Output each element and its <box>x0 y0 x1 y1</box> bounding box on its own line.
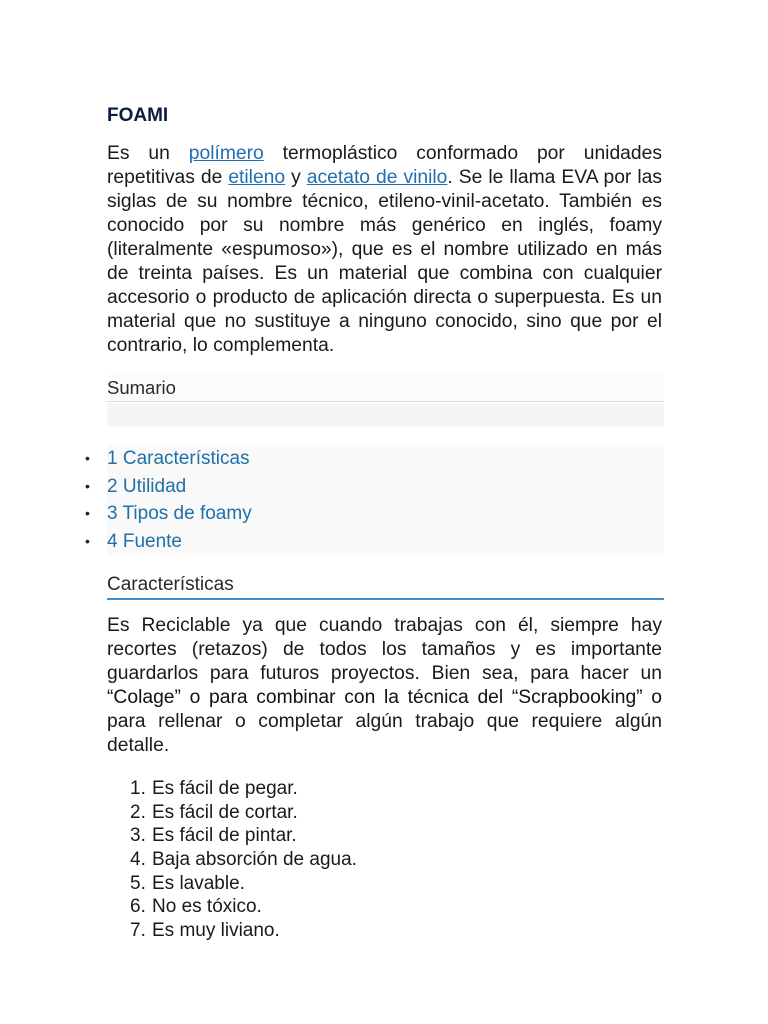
bullet: • <box>85 532 90 549</box>
acetato-de-vinilo-link[interactable]: acetato de vinilo <box>306 167 448 188</box>
list-number: 5. <box>130 872 146 894</box>
toc-item-label[interactable]: 3 Tipos de foamy <box>107 503 252 524</box>
list-item <box>130 872 662 896</box>
list-text: Es fácil de cortar. <box>152 801 298 823</box>
document-page <box>85 104 662 942</box>
section-heading-caracteristicas: Características <box>107 573 664 600</box>
list-text: Es lavable. <box>152 872 245 894</box>
list-number: 4. <box>130 849 146 871</box>
toc-item-label[interactable]: 2 Utilidad <box>107 475 187 497</box>
list-number: 1. <box>130 778 146 800</box>
list-text: Es fácil de pegar. <box>152 778 298 800</box>
toc-item-fuente[interactable] <box>85 528 664 556</box>
list-number: 3. <box>130 825 146 847</box>
toc-spacer <box>107 403 664 427</box>
toc-item-label[interactable]: 1 Características <box>107 448 250 469</box>
intro-text-4: . Se le llama EVA por las siglas de su nombre técnico, etileno-vinil-acetato. También es conocido por su nombre más genérico en inglés, foamy (literalmente «espumoso»), que es el nombre utilizado en más de treinta países. Es un material que combina con cualquier accesorio o producto de aplicación directa o superpuesta. Es un material que no sustituye a ninguno conocido, sino que por el contrario, lo complementa. <box>107 167 662 356</box>
toc-heading: Sumario <box>107 374 664 402</box>
toc-item-label[interactable]: 4 Fuente <box>107 530 182 552</box>
caracteristicas-text-3: para rellenar o completar algún trabajo que requiere algún detalle. <box>107 711 662 756</box>
intro-text-2: termoplástico conformado por unidades repetitivas de <box>107 143 662 188</box>
polimero-link[interactable]: polímero <box>188 143 264 164</box>
intro-text-1: Es un <box>107 143 189 164</box>
list-number: 2. <box>130 801 146 823</box>
list-item <box>130 824 662 848</box>
list-number: 6. <box>130 896 146 918</box>
toc-item-utilidad[interactable] <box>85 473 664 501</box>
properties-list <box>130 777 662 942</box>
caracteristicas-text-1: Es Reciclable ya que cuando trabajas con él, siempre hay recortes (retazos) de todos los tamaños y es importante guardarlos para futuros proyectos. Bien sea, para hacer un <box>107 615 662 684</box>
toc-item-tipos-de-foamy[interactable] <box>85 500 664 528</box>
list-item <box>130 848 662 872</box>
list-text: Es muy liviano. <box>152 919 280 941</box>
list-item <box>130 895 662 919</box>
list-item <box>130 919 662 943</box>
bullet: • <box>85 450 90 466</box>
etileno-link[interactable]: etileno <box>228 167 286 188</box>
bullet: • <box>85 477 90 494</box>
toc-item-caracteristicas[interactable] <box>85 445 664 473</box>
list-number: 7. <box>130 919 146 941</box>
list-item <box>130 801 662 825</box>
page-title: FOAMI <box>107 105 169 126</box>
bullet: • <box>85 505 90 521</box>
table-of-contents <box>85 374 664 555</box>
caracteristicas-text-2: “Colage” o para combinar con la técnica del “Scrapbooking” o <box>107 687 662 708</box>
list-text: Es fácil de pintar. <box>152 825 297 847</box>
list-item <box>130 777 662 801</box>
intro-text-3: y <box>285 167 307 188</box>
toc-list <box>85 445 664 555</box>
list-text: No es tóxico. <box>152 896 262 918</box>
intro-paragraph <box>107 142 662 358</box>
caracteristicas-paragraph <box>107 614 662 758</box>
list-text: Baja absorción de agua. <box>152 849 357 871</box>
